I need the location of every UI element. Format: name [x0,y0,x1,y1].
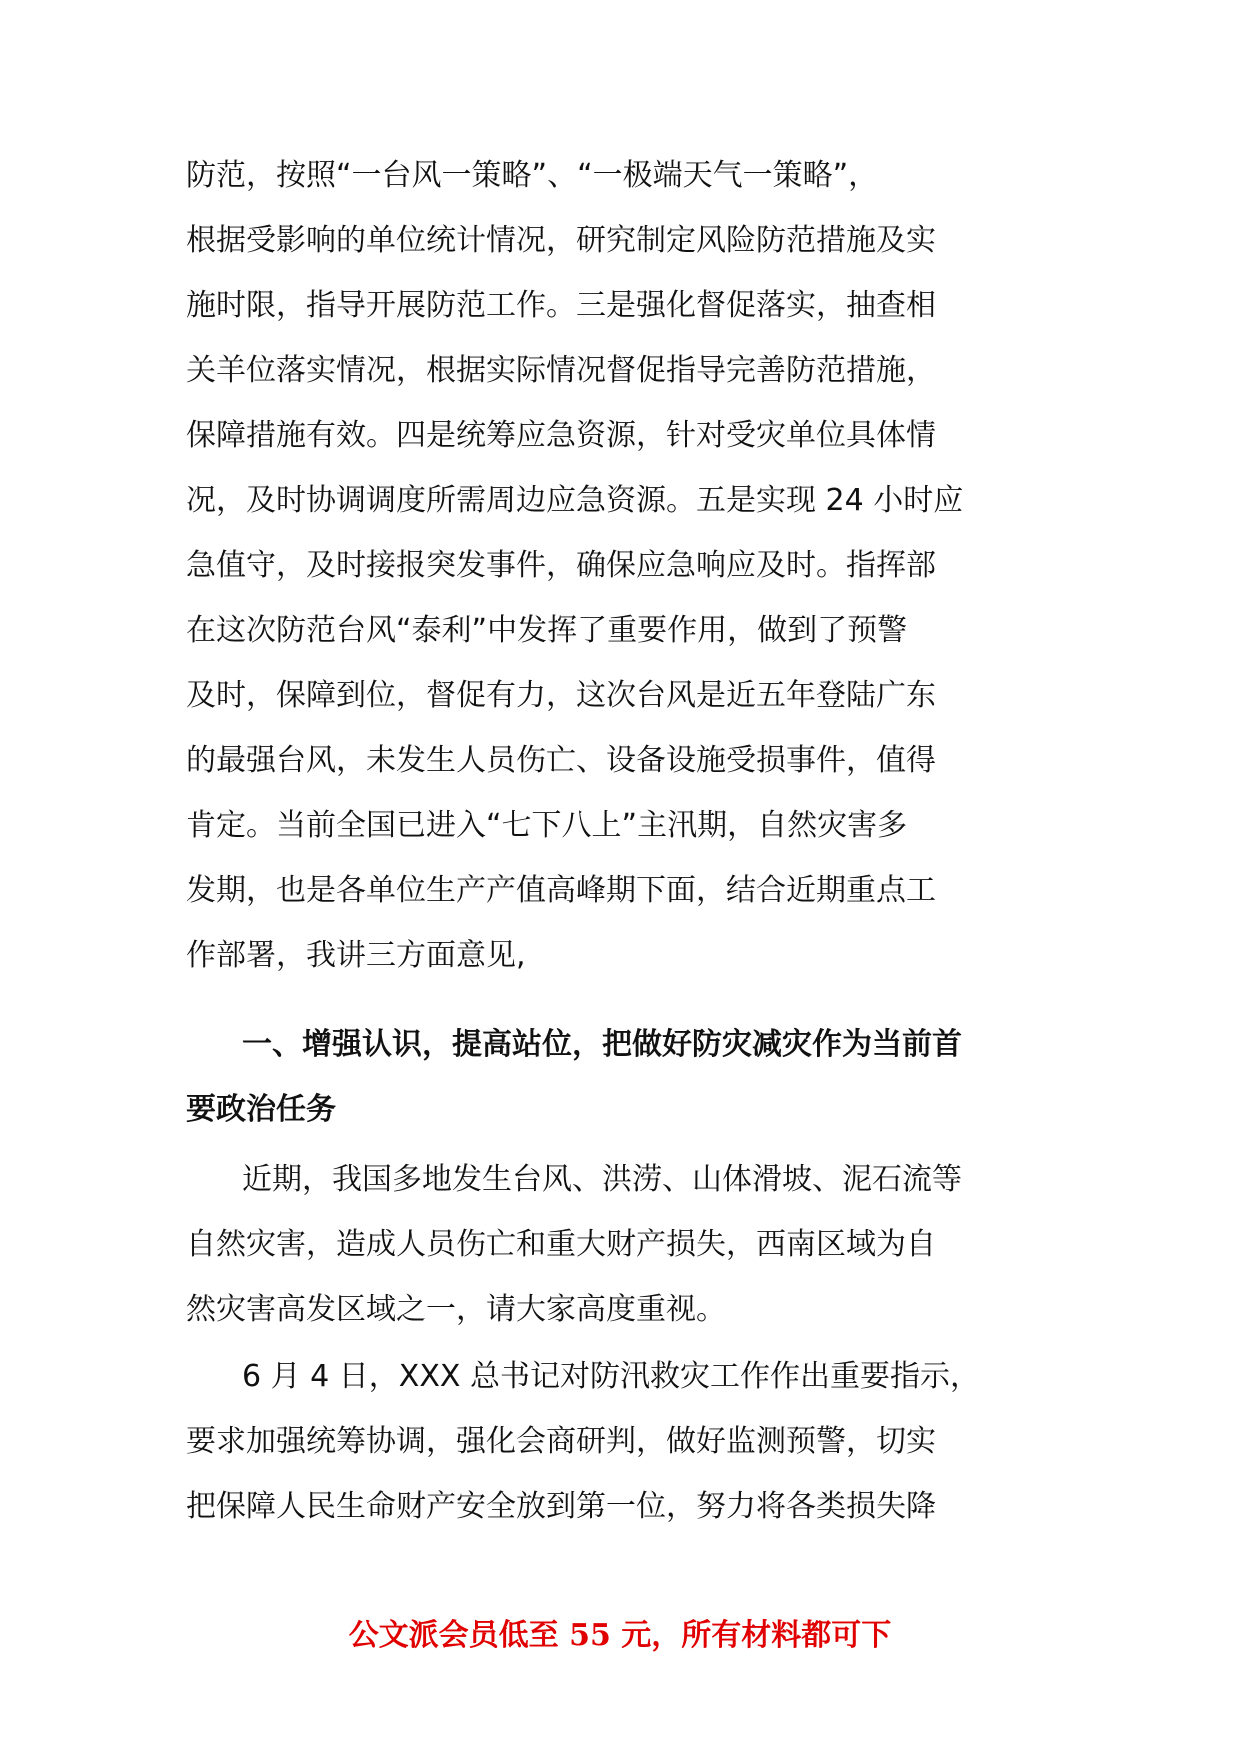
paragraph-line: 的最强台风，未发生人员伤亡、设备设施受损事件，值得 [186,743,936,778]
paragraph-line: 近期，我国多地发生台风、洪涝、山体滑坡、泥石流等 [242,1162,962,1197]
paragraph-line: 肯定。当前全国已进入“七下八上”主汛期，自然灾害多 [186,808,908,843]
paragraph-line: 急值守，及时接报突发事件，确保应急响应及时。指挥部 [186,548,936,583]
paragraph-line: 根据受影响的单位统计情况，研究制定风险防范措施及实 [186,223,936,258]
paragraph-line: 防范，按照“一台风一策略”、“一极端天气一策略”， [186,158,879,193]
heading-line: 要政治任务 [186,1092,336,1127]
paragraph-line: 保障措施有效。四是统筹应急资源，针对受灾单位具体情 [186,418,936,453]
paragraph-line: 要求加强统筹协调，强化会商研判，做好监测预警，切实 [186,1424,936,1459]
section-heading-1 [186,1012,1056,1142]
paragraph-line: 施时限，指导开展防范工作。三是强化督促落实，抽查相 [186,288,936,323]
paragraph-line: 发期，也是各单位生产产值高峰期下面，结合近期重点工 [186,873,936,908]
paragraph-line: 况，及时协调调度所需周边应急资源。五是实现 24 小时应 [186,483,964,518]
paragraph-line: 然灾害高发区域之一，请大家高度重视。 [186,1292,726,1327]
paragraph-line: 自然灾害，造成人员伤亡和重大财产损失，西南区域为自 [186,1227,936,1262]
promo-footer: 公文派会员低至 55 元，所有材料都可下 [348,1618,892,1653]
paragraph-line: 在这次防范台风“泰利”中发挥了重要作用，做到了预警 [186,613,908,648]
paragraph-3 [186,1344,1056,1539]
heading-line: 一、增强认识，提高站位，把做好防灾减灾作为当前首 [242,1027,962,1062]
paragraph-line: 6 月 4 日，XXX 总书记对防汛救灾工作作出重要指示， [242,1359,980,1394]
paragraph-1 [186,143,1056,988]
paragraph-line: 关羊位落实情况，根据实际情况督促指导完善防范措施， [186,353,936,388]
paragraph-line: 把保障人民生命财产安全放到第一位，努力将各类损失降 [186,1489,936,1524]
paragraph-2 [186,1147,1056,1342]
paragraph-line: 及时，保障到位，督促有力，这次台风是近五年登陆广东 [186,678,936,713]
paragraph-line: 作部署，我讲三方面意见, [186,938,526,973]
